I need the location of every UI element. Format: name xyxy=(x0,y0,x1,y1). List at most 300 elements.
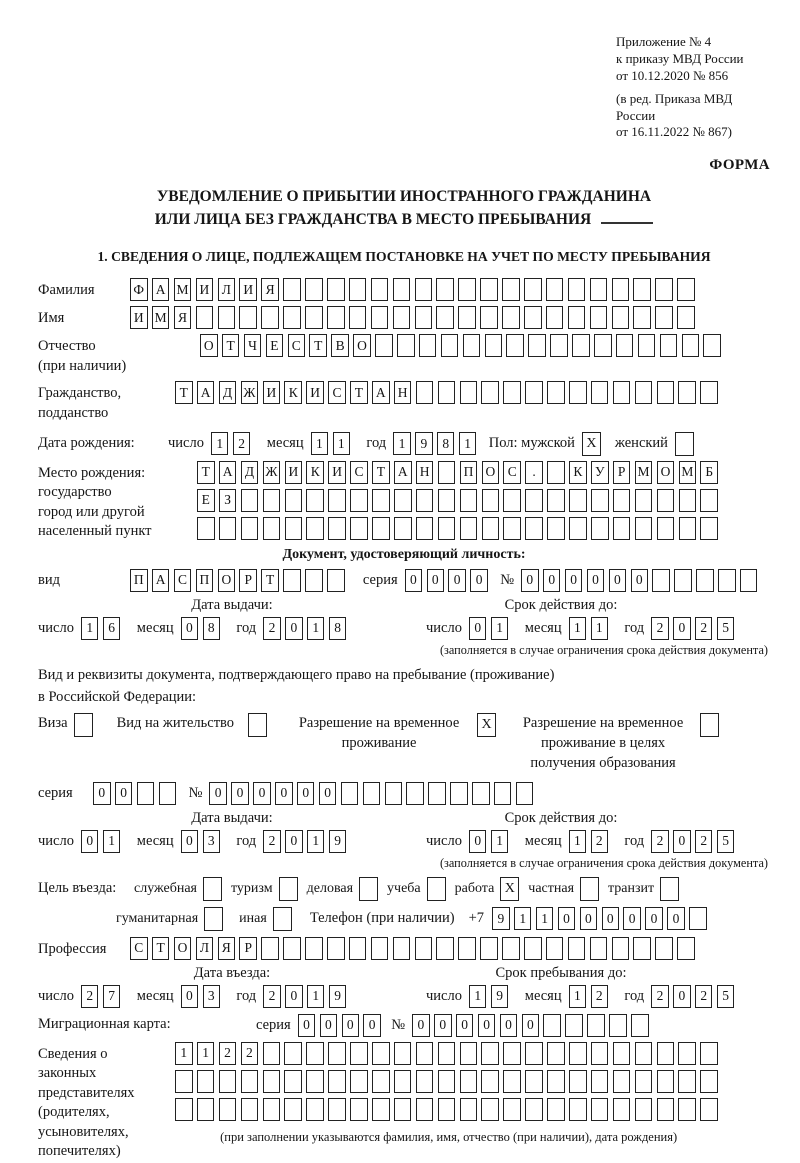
char-cell[interactable]: 1 xyxy=(307,830,325,853)
char-cell[interactable]: 0 xyxy=(434,1014,452,1037)
char-cell[interactable]: 6 xyxy=(103,617,121,640)
char-cell[interactable] xyxy=(612,306,630,329)
char-cell[interactable] xyxy=(657,489,675,512)
char-cell[interactable]: 0 xyxy=(565,569,583,592)
char-cell[interactable] xyxy=(394,1098,412,1121)
char-cell[interactable] xyxy=(283,937,301,960)
char-cell[interactable]: А xyxy=(372,381,390,404)
char-cell[interactable]: Н xyxy=(394,381,412,404)
char-cell[interactable] xyxy=(682,334,700,357)
char-cell[interactable] xyxy=(494,782,512,805)
char-cell[interactable] xyxy=(306,517,324,540)
char-cell[interactable] xyxy=(458,306,476,329)
char-cell[interactable]: А xyxy=(219,461,237,484)
char-cell[interactable]: Р xyxy=(613,461,631,484)
char-cell[interactable]: 1 xyxy=(569,985,587,1008)
char-cell[interactable] xyxy=(609,1014,627,1037)
char-cell[interactable] xyxy=(371,278,389,301)
char-cell[interactable] xyxy=(503,489,521,512)
char-cell[interactable]: 0 xyxy=(93,782,111,805)
char-cell[interactable] xyxy=(677,278,695,301)
char-cell[interactable] xyxy=(371,306,389,329)
char-cell[interactable] xyxy=(306,1070,324,1093)
char-cell[interactable] xyxy=(481,1098,499,1121)
char-cell[interactable] xyxy=(652,569,670,592)
char-cell[interactable] xyxy=(438,1098,456,1121)
char-cell[interactable]: И xyxy=(130,306,148,329)
char-cell[interactable] xyxy=(197,1070,215,1093)
char-cell[interactable] xyxy=(394,489,412,512)
char-cell[interactable] xyxy=(613,1042,631,1065)
char-cell[interactable] xyxy=(718,569,736,592)
char-cell[interactable] xyxy=(635,1070,653,1093)
char-cell[interactable]: В xyxy=(331,334,349,357)
char-cell[interactable]: 0 xyxy=(231,782,249,805)
char-cell[interactable] xyxy=(397,334,415,357)
char-cell[interactable] xyxy=(458,278,476,301)
char-cell[interactable] xyxy=(547,1070,565,1093)
char-cell[interactable] xyxy=(525,517,543,540)
char-cell[interactable]: 0 xyxy=(427,569,445,592)
char-cell[interactable]: А xyxy=(152,278,170,301)
char-cell[interactable] xyxy=(481,381,499,404)
char-cell[interactable] xyxy=(305,569,323,592)
char-cell[interactable]: Ч xyxy=(244,334,262,357)
char-cell[interactable] xyxy=(480,306,498,329)
char-cell[interactable]: 0 xyxy=(602,907,620,930)
char-cell[interactable]: 0 xyxy=(285,617,303,640)
char-cell[interactable] xyxy=(327,937,345,960)
char-cell[interactable]: К xyxy=(306,461,324,484)
char-cell[interactable] xyxy=(674,569,692,592)
char-cell[interactable]: 1 xyxy=(393,432,411,455)
char-cell[interactable] xyxy=(328,1042,346,1065)
char-cell[interactable] xyxy=(633,306,651,329)
char-cell[interactable]: О xyxy=(482,461,500,484)
char-cell[interactable] xyxy=(197,517,215,540)
char-cell[interactable] xyxy=(436,306,454,329)
char-cell[interactable]: Л xyxy=(196,937,214,960)
char-cell[interactable]: 1 xyxy=(307,985,325,1008)
char-cell[interactable] xyxy=(263,1098,281,1121)
char-cell[interactable]: 0 xyxy=(478,1014,496,1037)
char-cell[interactable] xyxy=(572,334,590,357)
char-cell[interactable]: 1 xyxy=(81,617,99,640)
char-cell[interactable]: А xyxy=(197,381,215,404)
char-cell[interactable]: 0 xyxy=(405,569,423,592)
char-cell[interactable]: 1 xyxy=(491,617,509,640)
char-cell[interactable]: И xyxy=(263,381,281,404)
char-cell[interactable] xyxy=(503,1042,521,1065)
char-cell[interactable]: С xyxy=(503,461,521,484)
char-cell[interactable] xyxy=(241,489,259,512)
char-cell[interactable]: 0 xyxy=(673,830,691,853)
char-cell[interactable] xyxy=(415,937,433,960)
char-cell[interactable] xyxy=(528,334,546,357)
char-cell[interactable] xyxy=(416,1098,434,1121)
char-cell[interactable]: 1 xyxy=(333,432,351,455)
char-cell[interactable] xyxy=(525,1042,543,1065)
char-cell[interactable]: 0 xyxy=(181,830,199,853)
char-cell[interactable] xyxy=(655,278,673,301)
char-cell[interactable]: 2 xyxy=(651,830,669,853)
char-cell[interactable] xyxy=(463,334,481,357)
char-cell[interactable] xyxy=(546,278,564,301)
char-cell[interactable] xyxy=(612,937,630,960)
char-cell[interactable]: 0 xyxy=(631,569,649,592)
char-cell[interactable]: Т xyxy=(350,381,368,404)
char-cell[interactable] xyxy=(441,334,459,357)
char-cell[interactable]: 5 xyxy=(717,830,735,853)
purpose-tourism-checkbox[interactable] xyxy=(279,877,298,901)
char-cell[interactable] xyxy=(657,1098,675,1121)
char-cell[interactable]: М xyxy=(679,461,697,484)
char-cell[interactable]: А xyxy=(394,461,412,484)
char-cell[interactable] xyxy=(568,306,586,329)
char-cell[interactable]: Т xyxy=(175,381,193,404)
char-cell[interactable] xyxy=(372,1098,390,1121)
char-cell[interactable]: 3 xyxy=(203,985,221,1008)
char-cell[interactable] xyxy=(678,1070,696,1093)
char-cell[interactable]: 0 xyxy=(522,1014,540,1037)
char-cell[interactable] xyxy=(460,381,478,404)
char-cell[interactable]: 1 xyxy=(459,432,477,455)
char-cell[interactable] xyxy=(460,517,478,540)
char-cell[interactable] xyxy=(284,1070,302,1093)
char-cell[interactable] xyxy=(631,1014,649,1037)
char-cell[interactable] xyxy=(633,937,651,960)
char-cell[interactable] xyxy=(159,782,177,805)
char-cell[interactable] xyxy=(305,937,323,960)
purpose-humanitarian-checkbox[interactable] xyxy=(204,907,223,931)
char-cell[interactable] xyxy=(480,278,498,301)
temp-residence-checkbox[interactable]: X xyxy=(477,713,496,737)
char-cell[interactable] xyxy=(525,1098,543,1121)
char-cell[interactable]: 5 xyxy=(717,617,735,640)
char-cell[interactable] xyxy=(660,334,678,357)
char-cell[interactable] xyxy=(375,334,393,357)
char-cell[interactable]: К xyxy=(284,381,302,404)
char-cell[interactable]: М xyxy=(174,278,192,301)
char-cell[interactable] xyxy=(700,517,718,540)
char-cell[interactable] xyxy=(633,278,651,301)
char-cell[interactable] xyxy=(678,381,696,404)
char-cell[interactable]: 1 xyxy=(311,432,329,455)
char-cell[interactable]: Д xyxy=(241,461,259,484)
char-cell[interactable]: 2 xyxy=(591,985,609,1008)
char-cell[interactable] xyxy=(590,306,608,329)
char-cell[interactable]: П xyxy=(460,461,478,484)
char-cell[interactable]: 1 xyxy=(469,985,487,1008)
char-cell[interactable] xyxy=(328,517,346,540)
char-cell[interactable] xyxy=(406,782,424,805)
char-cell[interactable] xyxy=(416,1042,434,1065)
char-cell[interactable]: 0 xyxy=(319,782,337,805)
char-cell[interactable] xyxy=(587,1014,605,1037)
char-cell[interactable]: 0 xyxy=(456,1014,474,1037)
char-cell[interactable] xyxy=(263,489,281,512)
char-cell[interactable] xyxy=(565,1014,583,1037)
char-cell[interactable] xyxy=(394,517,412,540)
char-cell[interactable]: 0 xyxy=(275,782,293,805)
char-cell[interactable] xyxy=(419,334,437,357)
char-cell[interactable] xyxy=(700,381,718,404)
char-cell[interactable] xyxy=(460,1042,478,1065)
char-cell[interactable] xyxy=(349,306,367,329)
char-cell[interactable] xyxy=(482,517,500,540)
char-cell[interactable] xyxy=(591,517,609,540)
visa-checkbox[interactable] xyxy=(74,713,93,737)
char-cell[interactable] xyxy=(438,1070,456,1093)
char-cell[interactable]: С xyxy=(288,334,306,357)
char-cell[interactable]: Ф xyxy=(130,278,148,301)
char-cell[interactable] xyxy=(263,1070,281,1093)
char-cell[interactable] xyxy=(547,1098,565,1121)
char-cell[interactable] xyxy=(394,1042,412,1065)
char-cell[interactable]: 1 xyxy=(514,907,532,930)
char-cell[interactable] xyxy=(547,381,565,404)
char-cell[interactable]: 0 xyxy=(470,569,488,592)
char-cell[interactable] xyxy=(349,278,367,301)
char-cell[interactable]: Т xyxy=(152,937,170,960)
char-cell[interactable] xyxy=(502,937,520,960)
char-cell[interactable]: 0 xyxy=(181,985,199,1008)
char-cell[interactable]: 0 xyxy=(469,617,487,640)
char-cell[interactable] xyxy=(506,334,524,357)
char-cell[interactable] xyxy=(438,461,456,484)
char-cell[interactable]: Л xyxy=(218,278,236,301)
char-cell[interactable] xyxy=(524,937,542,960)
char-cell[interactable] xyxy=(305,278,323,301)
char-cell[interactable] xyxy=(341,782,359,805)
char-cell[interactable] xyxy=(363,782,381,805)
char-cell[interactable]: Б xyxy=(700,461,718,484)
char-cell[interactable]: Е xyxy=(197,489,215,512)
char-cell[interactable]: 2 xyxy=(651,985,669,1008)
char-cell[interactable] xyxy=(263,517,281,540)
char-cell[interactable] xyxy=(679,489,697,512)
char-cell[interactable] xyxy=(428,782,446,805)
char-cell[interactable]: 0 xyxy=(285,985,303,1008)
char-cell[interactable] xyxy=(306,489,324,512)
char-cell[interactable]: И xyxy=(196,278,214,301)
char-cell[interactable] xyxy=(219,1070,237,1093)
char-cell[interactable]: 2 xyxy=(591,830,609,853)
char-cell[interactable] xyxy=(516,782,534,805)
char-cell[interactable] xyxy=(591,1042,609,1065)
char-cell[interactable]: С xyxy=(174,569,192,592)
char-cell[interactable] xyxy=(635,517,653,540)
char-cell[interactable] xyxy=(285,489,303,512)
char-cell[interactable] xyxy=(328,1070,346,1093)
char-cell[interactable]: 0 xyxy=(412,1014,430,1037)
char-cell[interactable] xyxy=(485,334,503,357)
char-cell[interactable]: Р xyxy=(239,937,257,960)
char-cell[interactable] xyxy=(703,334,721,357)
char-cell[interactable]: 0 xyxy=(342,1014,360,1037)
char-cell[interactable]: 1 xyxy=(591,617,609,640)
char-cell[interactable] xyxy=(591,1070,609,1093)
char-cell[interactable] xyxy=(655,306,673,329)
char-cell[interactable]: И xyxy=(328,461,346,484)
char-cell[interactable] xyxy=(241,517,259,540)
char-cell[interactable]: Т xyxy=(309,334,327,357)
char-cell[interactable]: И xyxy=(239,278,257,301)
char-cell[interactable]: Т xyxy=(261,569,279,592)
char-cell[interactable] xyxy=(241,1098,259,1121)
char-cell[interactable]: 0 xyxy=(500,1014,518,1037)
char-cell[interactable]: 0 xyxy=(521,569,539,592)
char-cell[interactable] xyxy=(460,489,478,512)
char-cell[interactable]: О xyxy=(174,937,192,960)
char-cell[interactable]: И xyxy=(285,461,303,484)
char-cell[interactable]: О xyxy=(657,461,675,484)
char-cell[interactable] xyxy=(261,306,279,329)
char-cell[interactable] xyxy=(638,334,656,357)
char-cell[interactable] xyxy=(613,489,631,512)
char-cell[interactable]: Я xyxy=(174,306,192,329)
purpose-business-checkbox[interactable] xyxy=(359,877,378,901)
char-cell[interactable]: Н xyxy=(416,461,434,484)
char-cell[interactable]: Т xyxy=(222,334,240,357)
char-cell[interactable]: У xyxy=(591,461,609,484)
char-cell[interactable]: 8 xyxy=(329,617,347,640)
purpose-other-checkbox[interactable] xyxy=(273,907,292,931)
char-cell[interactable]: Я xyxy=(218,937,236,960)
char-cell[interactable] xyxy=(482,489,500,512)
char-cell[interactable]: 1 xyxy=(307,617,325,640)
char-cell[interactable] xyxy=(285,517,303,540)
char-cell[interactable] xyxy=(218,306,236,329)
char-cell[interactable]: 0 xyxy=(320,1014,338,1037)
char-cell[interactable]: 0 xyxy=(285,830,303,853)
char-cell[interactable] xyxy=(591,489,609,512)
char-cell[interactable]: 2 xyxy=(695,830,713,853)
char-cell[interactable] xyxy=(306,1042,324,1065)
char-cell[interactable]: З xyxy=(219,489,237,512)
char-cell[interactable]: 0 xyxy=(469,830,487,853)
char-cell[interactable] xyxy=(569,1098,587,1121)
char-cell[interactable] xyxy=(328,1098,346,1121)
purpose-transit-checkbox[interactable] xyxy=(660,877,679,901)
char-cell[interactable] xyxy=(503,517,521,540)
char-cell[interactable] xyxy=(677,306,695,329)
char-cell[interactable] xyxy=(438,381,456,404)
char-cell[interactable] xyxy=(283,306,301,329)
char-cell[interactable] xyxy=(472,782,490,805)
purpose-work-checkbox[interactable]: X xyxy=(500,877,519,901)
char-cell[interactable] xyxy=(591,381,609,404)
char-cell[interactable] xyxy=(438,517,456,540)
char-cell[interactable] xyxy=(350,1070,368,1093)
char-cell[interactable] xyxy=(372,1070,390,1093)
char-cell[interactable]: 8 xyxy=(203,617,221,640)
char-cell[interactable]: Ж xyxy=(263,461,281,484)
char-cell[interactable] xyxy=(481,1070,499,1093)
char-cell[interactable]: 8 xyxy=(437,432,455,455)
char-cell[interactable]: 0 xyxy=(115,782,133,805)
char-cell[interactable] xyxy=(503,1098,521,1121)
char-cell[interactable]: О xyxy=(353,334,371,357)
char-cell[interactable] xyxy=(678,1098,696,1121)
char-cell[interactable] xyxy=(591,1098,609,1121)
char-cell[interactable] xyxy=(393,937,411,960)
char-cell[interactable]: Т xyxy=(372,461,390,484)
char-cell[interactable]: 0 xyxy=(623,907,641,930)
char-cell[interactable]: Т xyxy=(197,461,215,484)
char-cell[interactable] xyxy=(569,517,587,540)
char-cell[interactable] xyxy=(327,306,345,329)
char-cell[interactable]: 1 xyxy=(569,830,587,853)
char-cell[interactable]: 0 xyxy=(645,907,663,930)
char-cell[interactable] xyxy=(196,306,214,329)
char-cell[interactable] xyxy=(458,937,476,960)
char-cell[interactable]: П xyxy=(196,569,214,592)
char-cell[interactable]: С xyxy=(328,381,346,404)
char-cell[interactable]: 0 xyxy=(667,907,685,930)
char-cell[interactable] xyxy=(261,937,279,960)
char-cell[interactable] xyxy=(525,489,543,512)
char-cell[interactable]: 9 xyxy=(492,907,510,930)
char-cell[interactable]: Д xyxy=(219,381,237,404)
char-cell[interactable] xyxy=(197,1098,215,1121)
char-cell[interactable]: 0 xyxy=(580,907,598,930)
char-cell[interactable]: 2 xyxy=(263,830,281,853)
char-cell[interactable] xyxy=(415,278,433,301)
char-cell[interactable]: 2 xyxy=(695,617,713,640)
char-cell[interactable] xyxy=(547,489,565,512)
char-cell[interactable]: М xyxy=(152,306,170,329)
char-cell[interactable] xyxy=(678,1042,696,1065)
char-cell[interactable]: 9 xyxy=(415,432,433,455)
char-cell[interactable]: 9 xyxy=(329,830,347,853)
char-cell[interactable] xyxy=(700,1070,718,1093)
char-cell[interactable] xyxy=(613,1070,631,1093)
char-cell[interactable]: 2 xyxy=(263,985,281,1008)
char-cell[interactable] xyxy=(460,1098,478,1121)
char-cell[interactable]: 3 xyxy=(203,830,221,853)
char-cell[interactable]: 0 xyxy=(558,907,576,930)
char-cell[interactable]: 0 xyxy=(297,782,315,805)
char-cell[interactable]: 7 xyxy=(103,985,121,1008)
char-cell[interactable] xyxy=(677,937,695,960)
char-cell[interactable] xyxy=(327,569,345,592)
char-cell[interactable]: 0 xyxy=(609,569,627,592)
char-cell[interactable] xyxy=(546,306,564,329)
char-cell[interactable]: 1 xyxy=(491,830,509,853)
char-cell[interactable]: 5 xyxy=(717,985,735,1008)
char-cell[interactable] xyxy=(393,278,411,301)
char-cell[interactable] xyxy=(175,1098,193,1121)
char-cell[interactable] xyxy=(241,1070,259,1093)
char-cell[interactable] xyxy=(655,937,673,960)
char-cell[interactable] xyxy=(393,306,411,329)
char-cell[interactable] xyxy=(613,1098,631,1121)
char-cell[interactable] xyxy=(137,782,155,805)
char-cell[interactable]: 0 xyxy=(181,617,199,640)
char-cell[interactable]: 2 xyxy=(233,432,251,455)
char-cell[interactable]: 1 xyxy=(211,432,229,455)
char-cell[interactable]: М xyxy=(635,461,653,484)
char-cell[interactable] xyxy=(385,782,403,805)
char-cell[interactable] xyxy=(568,937,586,960)
char-cell[interactable] xyxy=(416,1070,434,1093)
char-cell[interactable]: 0 xyxy=(298,1014,316,1037)
char-cell[interactable]: О xyxy=(200,334,218,357)
char-cell[interactable]: . xyxy=(525,461,543,484)
char-cell[interactable] xyxy=(543,1014,561,1037)
char-cell[interactable] xyxy=(350,489,368,512)
